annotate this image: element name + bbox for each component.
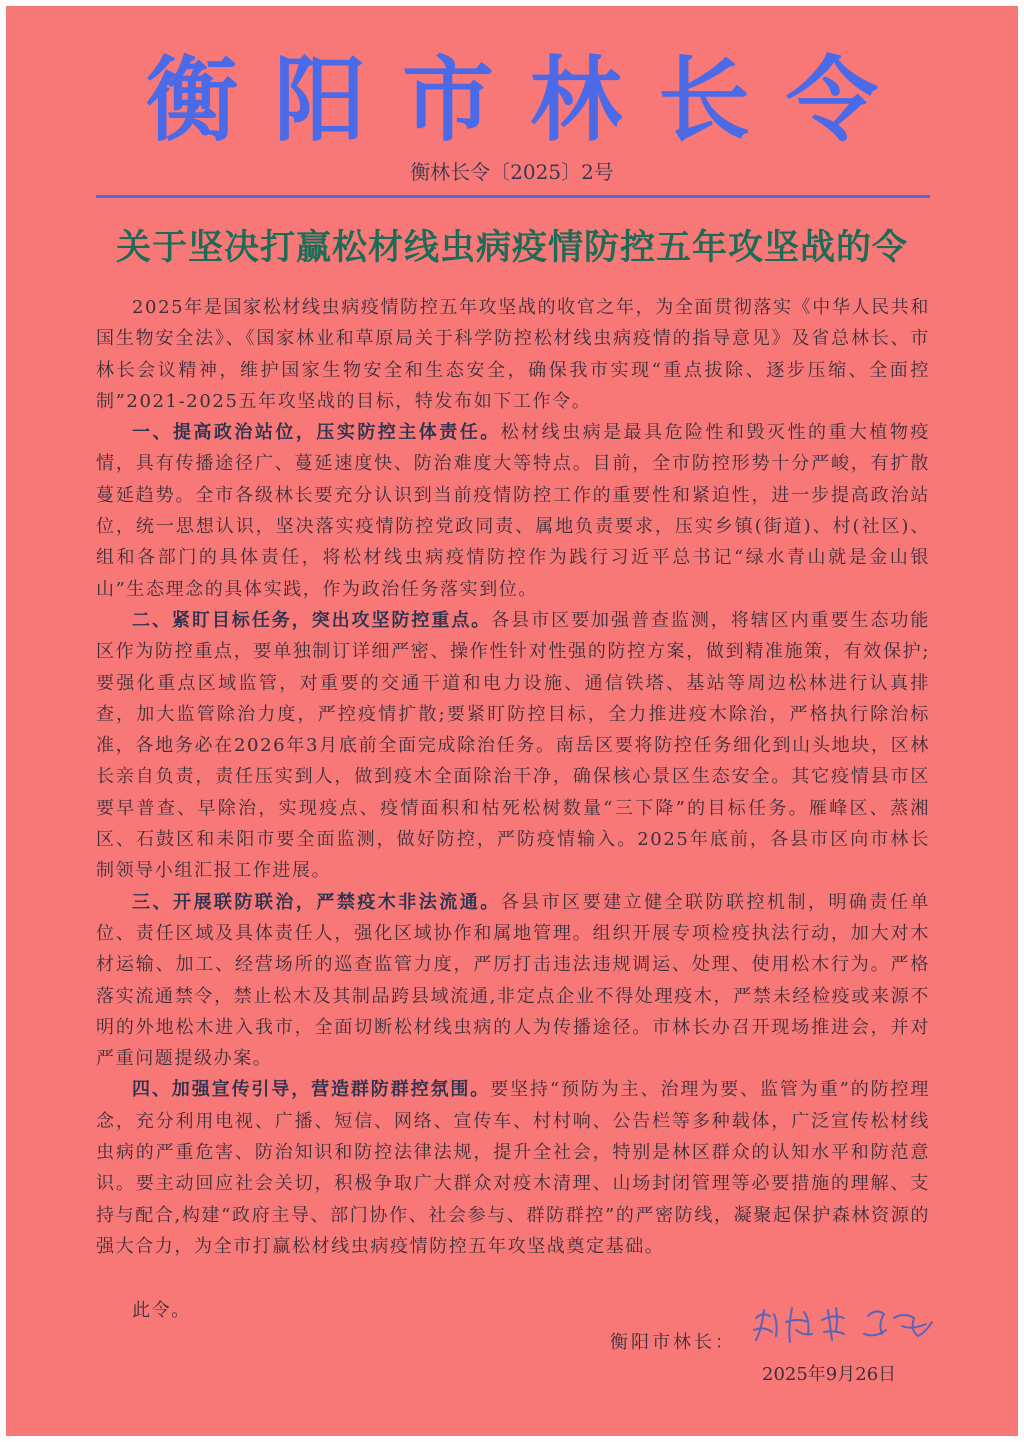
document-page xyxy=(6,6,1018,1436)
handwritten-signature xyxy=(744,1296,944,1356)
header-divider xyxy=(96,195,930,198)
document-number: 衡林长令〔2025〕2号 xyxy=(410,160,614,184)
section-text: 要坚持“预防为主、治理为要、监管为重”的防控理念，充分利用电视、广播、短信、网络、宣传车、村村响、公告栏等多种载体，广泛宣传松材线虫病的严重危害、防治知识和防控法律法规，提升全社会，特别是林区群众的认知水平和防范意识。要主动回应社会关切，积极争取广大群众对疫木清理、山场封闭管理等必要措施的理解、支持与配合,构建“政府主导、部门协作、社会参与、群防群控”的严密防线，凝聚起保护森林资源的强大合力，为全市打赢松材线虫病疫情防控五年攻坚战奠定基础。 xyxy=(96,1079,930,1257)
signer-label: 衡阳市林长： xyxy=(610,1332,736,1353)
section-paragraph xyxy=(96,1074,930,1262)
intro-paragraph: 2025年是国家松材线虫病疫情防控五年攻坚战的收官之年，为全面贯彻落实《中华人民共和国生物安全法》、《国家林业和草原局关于科学防控松材线虫病疫情的指导意见》及省总林长、市林长会议精神，维护国家生物安全和生态安全，确保我市实现“重点拔除、逐步压缩、全面控制”2021-2025五年攻坚战的目标，特发布如下工作令。 xyxy=(96,297,930,412)
section-heading: 一、提高政治站位，压实防控主体责任。 xyxy=(132,422,501,444)
section-text: 松材线虫病是最具危险性和毁灭性的重大植物疫情，具有传播途径广、蔓延速度快、防治难度大等特点。目前，全市防控形势十分严峻，有扩散蔓延趋势。全市各级林长要充分认识到当前疫情防控工作的重要性和紧迫性，进一步提高政治站位，统一思想认识，坚决落实疫情防控党政同责、属地负责要求，压实乡镇(街道)、村(社区)、组和各部门的具体责任，将松材线虫病疫情防控作为践行习近平总书记“绿水青山就是金山银山”生态理念的具体实践，作为政治任务落实到位。 xyxy=(96,422,930,600)
masthead-title: 衡阳市林长令 xyxy=(145,46,914,154)
document-body xyxy=(96,292,930,1262)
closing-line: 此令。 xyxy=(132,1300,191,1321)
section-heading: 三、开展联防联治，严禁疫木非法流通。 xyxy=(132,891,501,913)
section-paragraph xyxy=(96,887,930,1075)
issue-date: 2025年9月26日 xyxy=(762,1364,897,1385)
section-heading: 四、加强宣传引导，营造群防群控氛围。 xyxy=(132,1079,491,1101)
section-paragraph xyxy=(96,605,930,887)
section-paragraph xyxy=(96,417,930,605)
document-title: 关于坚决打赢松材线虫病疫情防控五年攻坚战的令 xyxy=(115,227,908,268)
section-heading: 二、紧盯目标任务，突出攻坚防控重点。 xyxy=(132,609,492,631)
section-text: 各县市区要加强普查监测，将辖区内重要生态功能区作为防控重点，要单独制订详细严密、操作性针对性强的防控方案，做到精准施策，有效保护;要强化重点区域监管，对重要的交通干道和电力设施、通信铁塔、基站等周边松林进行认真排查，加大监管除治力度，严控疫情扩散;要紧盯防控目标，全力推进疫木除治，严格执行除治标准，各地务必在2026年3月底前全面完成除治任务。南岳区要将防控任务细化到山头地块，区林长亲自负责，责任压实到人，做到疫木全面除治干净，确保核心景区生态安全。其它疫情县市区要早普查、早除治，实现疫点、疫情面积和枯死松树数量“三下降”的目标任务。雁峰区、蒸湘区、石鼓区和耒阳市要全面监测，做好防控，严防疫情输入。2025年底前，各县市区向市林长制领导小组汇报工作进展。 xyxy=(96,609,930,882)
section-text: 各县市区要建立健全联防联控机制，明确责任单位、责任区域及具体责任人，强化区域协作和属地管理。组织开展专项检疫执法行动，加大对木材运输、加工、经营场所的巡查监管力度，严厉打击违法违规调运、处理、使用松木行为。严格落实流通禁令，禁止松木及其制品跨县域流通,非定点企业不得处理疫木，严禁未经检疫或来源不明的外地松木进入我市，全面切断松材线虫病的人为传播途径。市林长办召开现场推进会，并对严重问题提级办案。 xyxy=(96,891,930,1070)
